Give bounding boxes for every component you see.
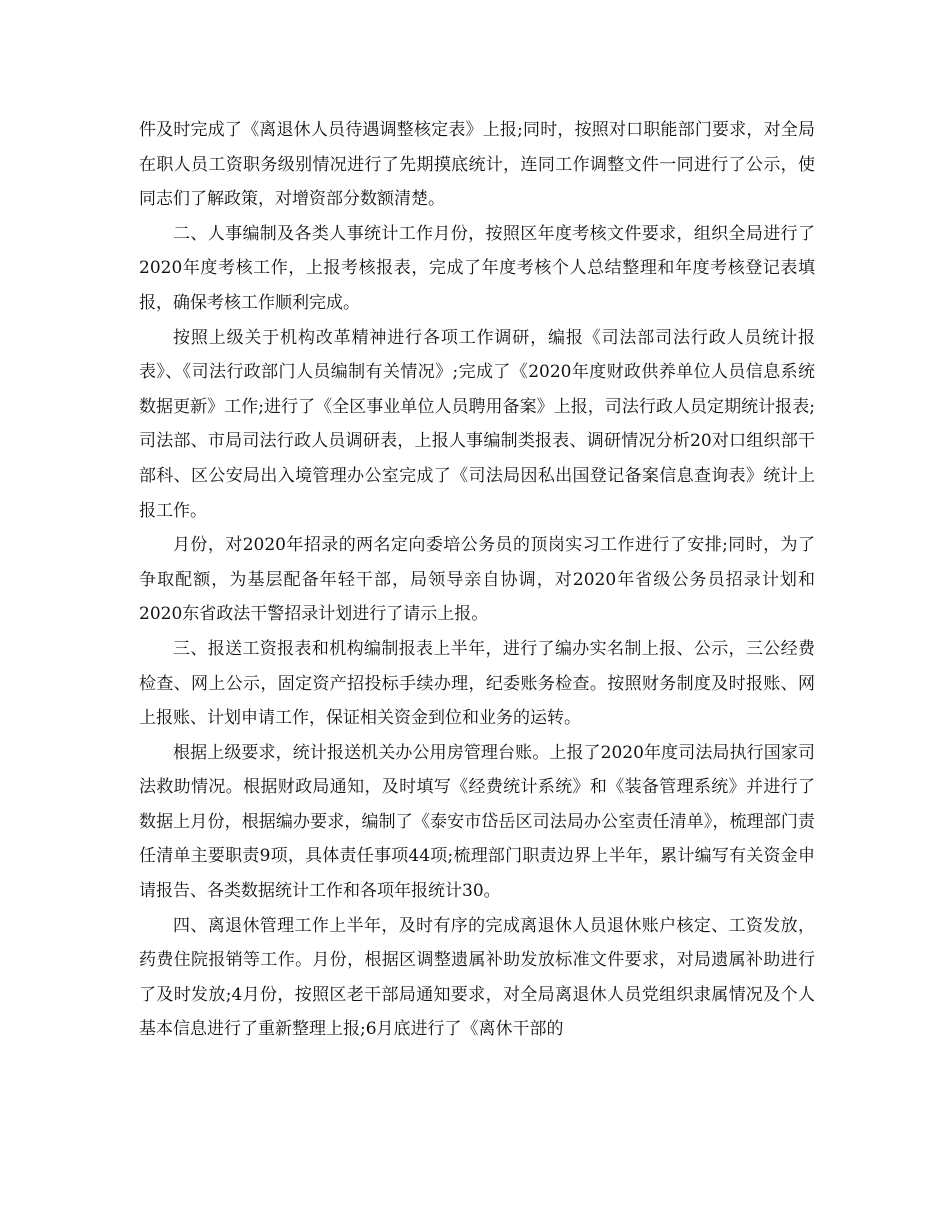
paragraph-7: 四、离退休管理工作上半年，及时有序的完成离退休人员退休账户核定、工资发放，药费住院报销等工作。月份，根据区调整遗属补助发放标准文件要求，对局遗属补助进行了及时发放;4月份，按照区老干部局通知要求，对全局离退休人员党组织隶属情况及个人基本信息进行了重新整理上报;6月底进行了《离休干部的 [139, 915, 815, 1040]
paragraph-5: 三、报送工资报表和机构编制报表上半年，进行了编办实名制上报、公示，三公经费检查、网上公示，固定资产招投标手续办理，纪委账务检查。按照财务制度及时报账、网上报账、计划申请工作，保证相关资金到位和业务的运转。 [139, 638, 815, 729]
paragraph-1: 件及时完成了《离退休人员待遇调整核定表》上报;同时，按照对口职能部门要求，对全局在职人员工资职务级别情况进行了先期摸底统计，连同工作调整文件一同进行了公示，使同志们了解政策，对增资部分数额清楚。 [139, 120, 815, 210]
paragraph-2: 二、人事编制及各类人事统计工作月份，按照区年度考核文件要求，组织全局进行了2020年度考核工作，上报考核报表，完成了年度考核个人总结整理和年度考核登记表填报，确保考核工作顺利完成。 [139, 223, 815, 313]
paragraph-4: 月份，对2020年招录的两名定向委培公务员的顶岗实习工作进行了安排;同时，为了争取配额，为基层配备年轻干部，局领导亲自协调，对2020年省级公务员招录计划和2020东省政法干警招录计划进行了请示上报。 [139, 535, 815, 625]
paragraph-6: 根据上级要求，统计报送机关办公用房管理台账。上报了2020年度司法局执行国家司法救助情况。根据财政局通知，及时填写《经费统计系统》和《装备管理系统》并进行了数据上月份，根据编办要求，编制了《泰安市岱岳区司法局办公室责任清单》，梳理部门责任清单主要职责9项，具体责任事项44项;梳理部门职责边界上半年，累计编写有关资金申请报告、各类数据统计工作和各项年报统计30。 [139, 742, 815, 902]
paragraph-3: 按照上级关于机构改革精神进行各项工作调研，编报《司法部司法行政人员统计报表》、《司法行政部门人员编制有关情况》;完成了《2020年度财政供养单位人员信息系统数据更新》工作;进行了《全区事业单位人员聘用备案》上报，司法行政人员定期统计报表;司法部、市局司法行政人员调研表，上报人事编制类报表、调研情况分析20对口组织部干部科、区公安局出入境管理办公室完成了《司法局因私出国登记备案信息查询表》统计上报工作。 [139, 327, 815, 521]
document-body [139, 113, 815, 1047]
